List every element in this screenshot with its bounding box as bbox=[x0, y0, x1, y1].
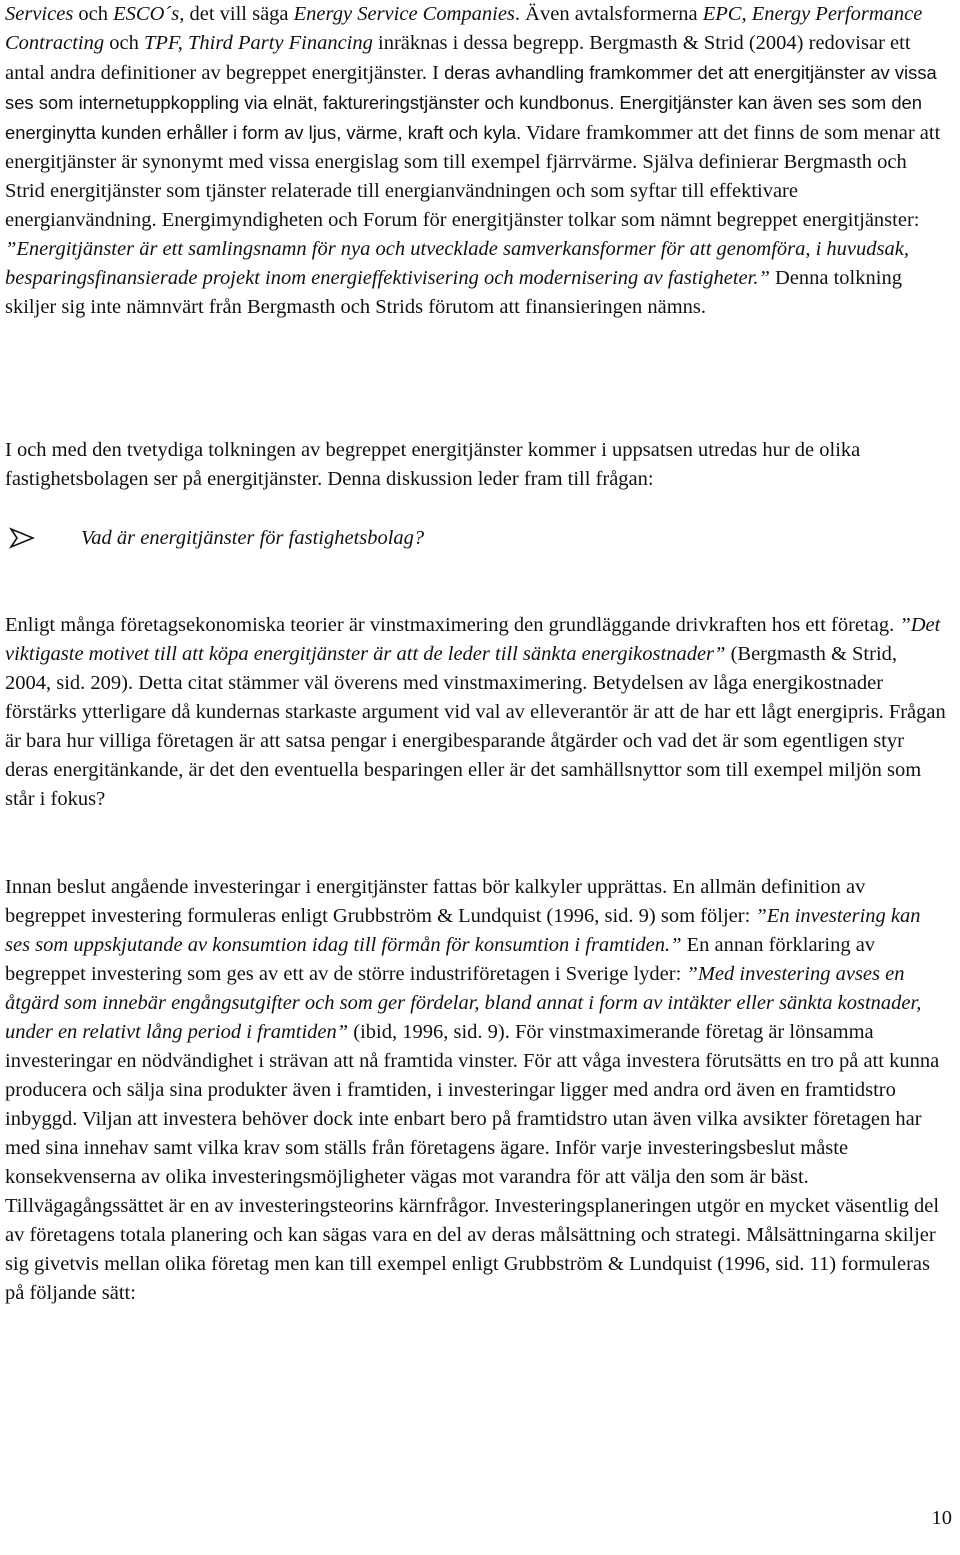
research-question-bullet bbox=[5, 523, 424, 553]
italic-term: Services bbox=[5, 3, 74, 25]
italic-quote: ”En investering kan ses som uppskjutande av konsumtion idag till förmån för konsumtion i framtiden.” bbox=[5, 905, 921, 956]
italic-quote: ”Med investering avses en åtgärd som innebär engångsutgifter och som ger fördelar, bland annat i form av intäkter eller sänkta kostnader, under en relativt lång period i framtiden” bbox=[5, 963, 922, 1043]
text-run: (ibid, 1996, sid. 9). För vinstmaximerande företag är lönsamma investeringar en nödvändighet i strävan att nå framtida vinster. För att våga investera förutsätts en tro på att kunna producera och sälja sina produkter även i framtiden, i investeringar ligger med andra ord även en framtidstro inbyggd. Viljan att investera behöver dock inte enbart bero på framtidstro utan även vilka avsikter företagen har med sina innehav samt vilka krav som ställs från företagens ägare. Inför varje investeringsbeslut måste konsekvenserna av olika investeringsmöjligheter vägas mot varandra för att välja den som är bäst. Tillvägagångssättet är en av investeringsteorins kärnfrågor. Investeringsplaneringen utgör en mycket väsentlig del av företagens totala planering och kan sägas vara en del av deras målsättning och strategi. Målsättningarna skiljer sig givetvis mellan olika företag men kan till exempel enligt Grubbström & Lundquist (1996, sid. 11) formuleras på följande sätt: bbox=[5, 1021, 940, 1304]
text-run: och bbox=[104, 32, 144, 54]
italic-quote: ”Energitjänster är ett samlingsnamn för nya och utvecklade samverkansformer för att genomföra, i huvudsak, besparingsfinansierade projekt inom energieffektivisering och modernisering av fastigheter.” bbox=[5, 238, 909, 289]
text-run: Enligt många företagsekonomiska teorier är vinstmaximering den grundläggande drivkraften hos ett företag. bbox=[5, 614, 900, 636]
text-run: , det vill säga bbox=[179, 3, 294, 25]
paragraph-research-question-intro: I och med den tvetydiga tolkningen av begreppet energitjänster kommer i uppsatsen utredas hur de olika fastighetsbolagen ser på energitjänster. Denna diskussion leder fram till frågan: bbox=[5, 439, 861, 490]
text-run: Denna tolkning skiljer sig inte nämnvärt från Bergmasth och Strids förutom att finansieringen nämns. bbox=[5, 267, 902, 318]
text-run: och bbox=[73, 3, 114, 25]
page-number: 10 bbox=[931, 1507, 952, 1529]
italic-term: Energy Service Companies bbox=[293, 3, 515, 25]
arrow-bullet-icon bbox=[9, 527, 35, 549]
text-run: (Bergmasth & Strid, 2004, sid. 209). Detta citat stämmer väl överens med vinstmaximering. Betydelsen av låga energikostnader förstärks ytterligare då kundernas starkaste argument vid val av elleverantör är att de har ett lågt energipris. Frågan är bara hur villiga företagen är att satsa pengar i energibesparande åtgärder och vad det är som egentligen styr deras energitänkande, är det den eventuella besparingen eller är det samhällsnyttor som till exempel miljön som står i fokus? bbox=[5, 643, 946, 810]
paragraph-energy-services-definitions bbox=[5, 0, 947, 322]
text-run: En annan förklaring av begreppet investering som ges av ett av de större industriföretagen i Sverige lyder: bbox=[5, 934, 876, 985]
text-run: inräknas i dessa begrepp. Bergmasth & Strid (2004) redovisar ett antal andra definitioner av begreppet energitjänster. I bbox=[5, 32, 911, 84]
text-run: Innan beslut angående investeringar i energitjänster fattas bör kalkyler upprättas. En allmän definition av begreppet investering formuleras enligt Grubbström & Lundquist (1996, sid. 9) som följer: bbox=[5, 876, 866, 927]
paragraph-investment-definition bbox=[5, 873, 947, 1308]
paragraph-profit-maximization bbox=[5, 611, 947, 814]
italic-term: TPF, Third Party Financing bbox=[143, 32, 373, 54]
research-question-text: Vad är energitjänster för fastighetsbolag? bbox=[81, 527, 425, 549]
italic-term: ESCO´s bbox=[113, 3, 180, 25]
italic-quote: ”Det viktigaste motivet till att köpa energitjänster är att de leder till sänkta energikostnader” bbox=[5, 614, 941, 665]
text-run: . Även avtalsformerna bbox=[514, 3, 703, 25]
sans-serif-text-run: deras avhandling framkommer det att energitjänster av vissa ses som internetuppkoppling via elnät, faktureringstjänster och kundbonus. Energitjänster kan även ses som den energinytta kunden erhåller i form av ljus, värme, kraft och kyla. bbox=[5, 62, 937, 143]
italic-term: EPC, Energy Performance Contracting bbox=[5, 3, 923, 54]
text-run: Vidare framkommer att det finns de som menar att energitjänster är synonymt med vissa energislag som till exempel fjärrvärme. Själva definierar Bergmasth och Strid energitjänster som tjänster relaterade till energianvändningen och som syftar till effektivare energianvändning. Energimyndigheten och Forum för energitjänster tolkar som nämnt begreppet energitjänster: bbox=[5, 122, 941, 231]
